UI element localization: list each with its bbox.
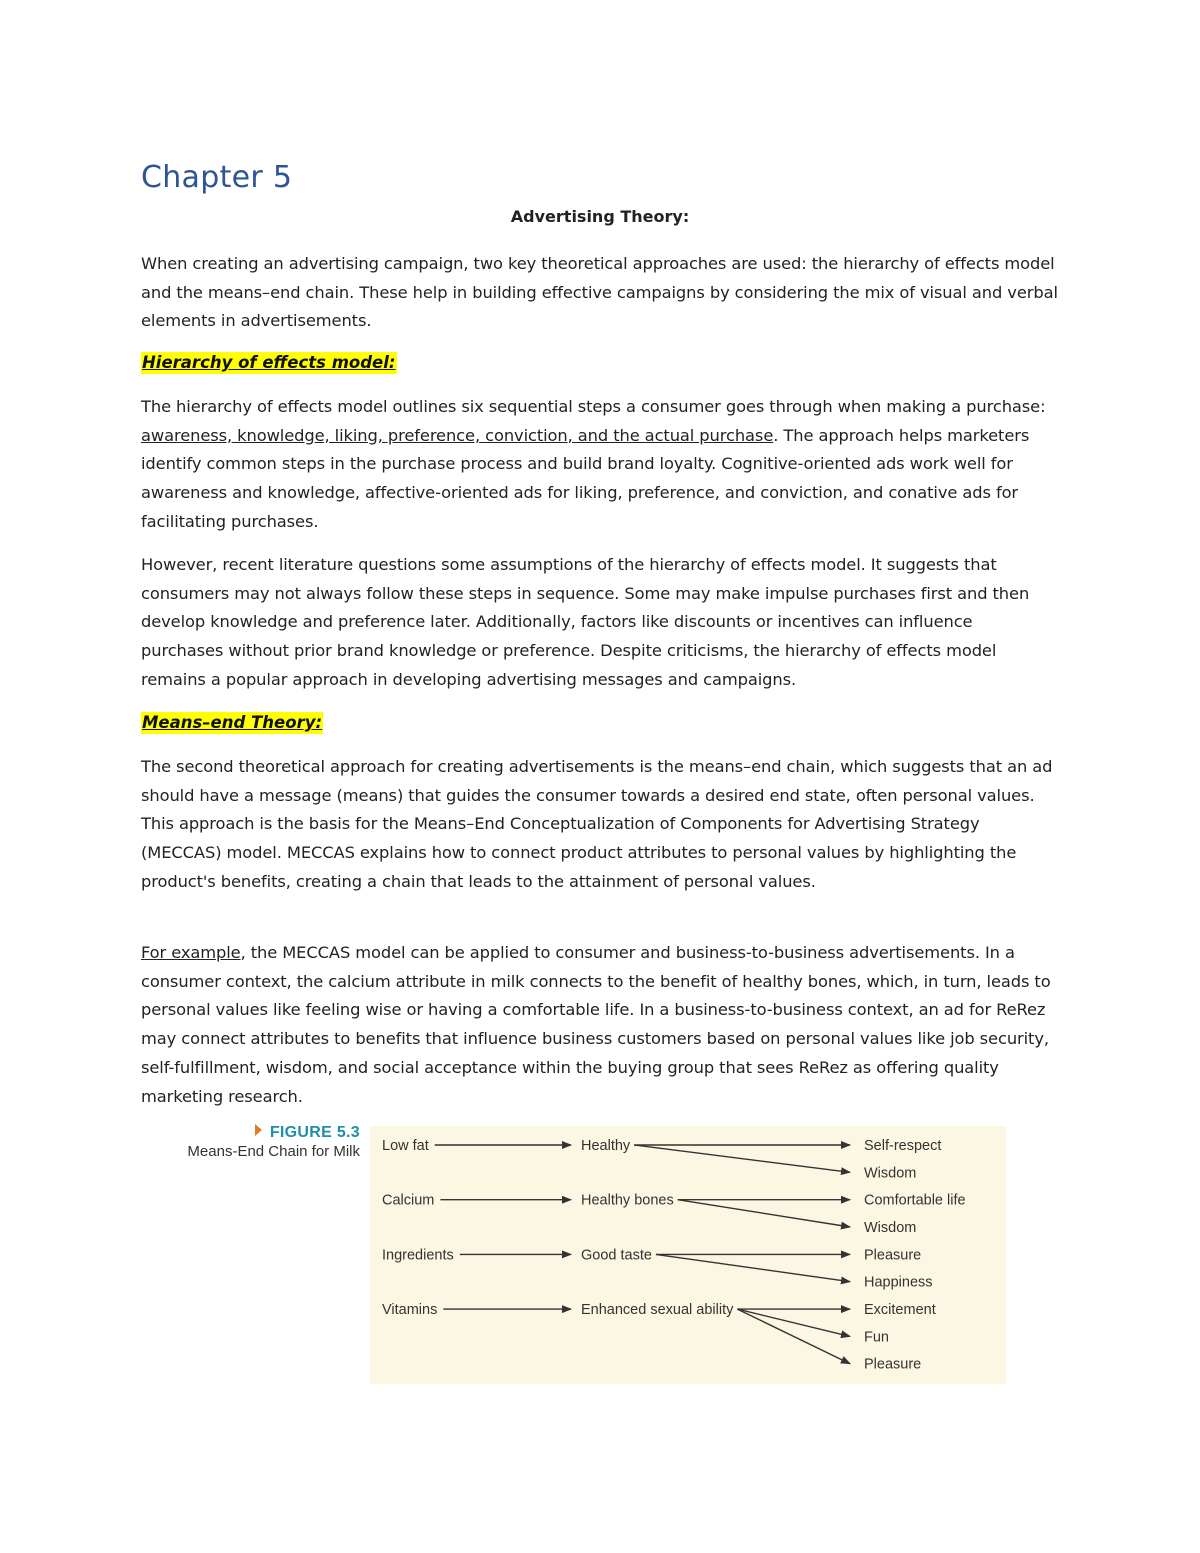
attribute-label: Low fat: [382, 1138, 429, 1154]
attribute-label: Calcium: [382, 1192, 435, 1209]
figure-number: [150, 1124, 360, 1142]
means-end-heading: Means–end Theory:: [142, 713, 323, 732]
benefit-label: Healthy bones: [581, 1192, 674, 1209]
hierarchy-paragraph-2: However, recent literature questions some assumptions of the hierarchy of effects model. It suggests that consumers may not always follow these steps in sequence. Some may make impulse purchases first and then develop knowledge and preference later. Additionally, factors like discounts or incentives can influence purchases without prior brand knowledge or preference. Despite criticisms, the hierarchy of effects model remains a popular approach in developing advertising messages and campaigns.: [141, 555, 1030, 689]
figure-title: Means-End Chain for Milk: [187, 1143, 360, 1160]
for-example-underlined: For example: [141, 943, 241, 962]
means-end-chain-diagram: [370, 1126, 1006, 1384]
benefit-to-value-arrow: [678, 1200, 850, 1227]
benefit-to-value-arrow: [737, 1309, 850, 1336]
value-label: Happiness: [864, 1274, 933, 1291]
means-end-paragraph-2: [141, 939, 1059, 1111]
benefit-label: Healthy: [581, 1138, 631, 1154]
triangle-marker-icon: [255, 1124, 262, 1136]
value-label: Fun: [864, 1329, 889, 1346]
means-end-paragraph-1: The second theoretical approach for creating advertisements is the means–end chain, which suggests that an ad should have a message (means) that guides the consumer towards a desired end state, often personal values. This approach is the basis for the Means–End Conceptualization of Components for Advertising Strategy (MECCAS) model. MECCAS explains how to connect product attributes to personal values by highlighting the product's benefits, creating a chain that leads to the attainment of personal values.: [141, 757, 1053, 891]
value-label: Pleasure: [864, 1356, 922, 1373]
attribute-label: Ingredients: [382, 1247, 454, 1264]
value-label: Comfortable life: [864, 1192, 966, 1209]
hierarchy-steps-underlined: awareness, knowledge, liking, preference, conviction, and the actual purchase: [141, 425, 774, 445]
intro-paragraph: When creating an advertising campaign, two key theoretical approaches are used: the hierarchy of effects model and the means–end chain. These help in building effective campaigns by considering the mix of visual and verbal elements in advertisements.: [141, 254, 1058, 331]
means-end-p2-text: , the MECCAS model can be applied to consumer and business-to-business advertisements. In a consumer context, the calcium attribute in milk connects to the benefit of healthy bones, which, in turn, leads to personal values like feeling wise or having a comfortable life. In a business-to-business context, an ad for ReRez may connect attributes to benefits that influence business customers based on personal values like job security, self-fulfillment, wisdom, and social acceptance within the buying group that sees ReRez as offering quality marketing research.: [141, 943, 1051, 1106]
hierarchy-p1-text: The hierarchy of effects model outlines six sequential steps a consumer goes through when making a purchase:: [141, 397, 1046, 416]
hierarchy-p1-tail: . The approach helps marketers identify common steps in the purchase process and build brand loyalty. Cognitive-oriented ads work well for awareness and knowledge, affective-oriented ads for liking, preference, and conviction, and conative ads for facilitating purchases.: [141, 425, 1030, 531]
benefit-label: Good taste: [581, 1247, 652, 1264]
value-label: Pleasure: [864, 1247, 922, 1264]
figure-number-label: FIGURE 5.3: [269, 1124, 360, 1141]
benefit-to-value-arrow: [634, 1145, 850, 1172]
document-subtitle: Advertising Theory:: [510, 207, 690, 226]
value-label: Wisdom: [864, 1165, 917, 1182]
value-label: Excitement: [864, 1302, 936, 1319]
benefit-to-value-arrow: [656, 1254, 850, 1281]
value-label: Wisdom: [864, 1220, 917, 1236]
hierarchy-paragraph-1: [141, 393, 1059, 537]
benefit-label: Enhanced sexual ability: [581, 1302, 734, 1319]
figure-caption: [150, 1124, 360, 1160]
chain-diagram-svg: [370, 1126, 1006, 1384]
attribute-label: Vitamins: [382, 1302, 438, 1319]
benefit-to-value-arrow: [737, 1309, 850, 1364]
hierarchy-heading: Hierarchy of effects model:: [142, 353, 396, 372]
chapter-title: Chapter 5: [141, 160, 293, 195]
value-label: Self-respect: [864, 1138, 942, 1154]
